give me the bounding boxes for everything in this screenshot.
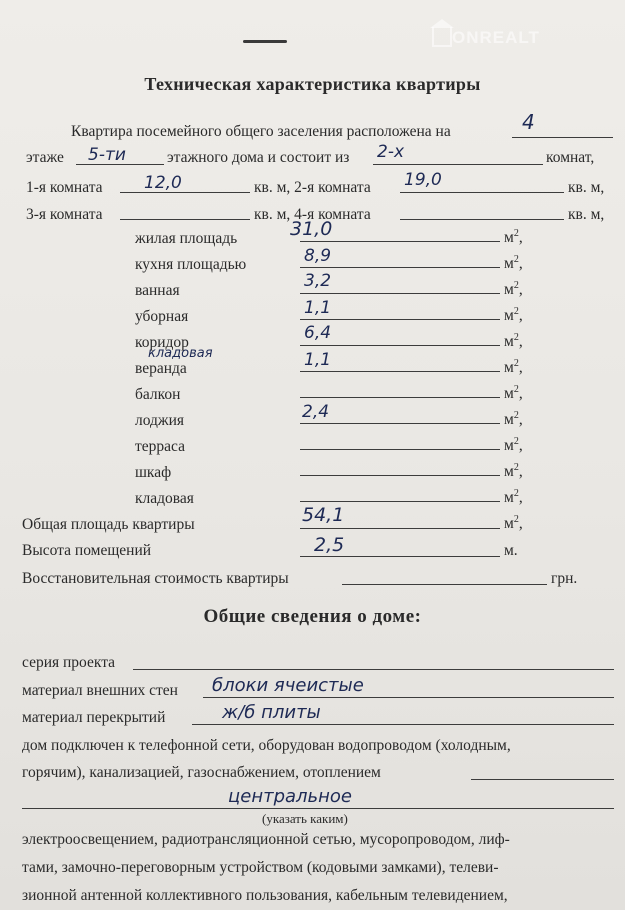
heating-value: центральное: [228, 786, 353, 807]
area-value: 8,9: [304, 246, 332, 266]
area-line: [300, 371, 500, 372]
floor-value: 4: [522, 110, 535, 134]
area-unit: $м^2$,: [504, 410, 523, 428]
floors-line: [192, 724, 614, 725]
walls-line: [203, 697, 614, 698]
area-value: 3,2: [304, 271, 332, 291]
area-unit: $м^2$,: [504, 358, 523, 376]
area-unit: $м^2$,: [504, 254, 523, 272]
area-line: [300, 319, 500, 320]
area-line: [300, 501, 500, 502]
rooms-value: 2-х: [377, 142, 405, 162]
watermark: ONREALT: [452, 28, 540, 47]
area-line: [300, 267, 500, 268]
utilities-text-2: горячим), канализацией, газоснабжением, отоплением: [22, 764, 381, 781]
room2-line: [400, 192, 564, 193]
area-line: [300, 293, 500, 294]
walls-label: материал внешних стен: [22, 682, 178, 699]
area-line: [300, 475, 500, 476]
total-area-label: Общая площадь квартиры: [22, 516, 195, 533]
floors-value: ж/б плиты: [222, 702, 321, 723]
height-unit: м.: [504, 542, 518, 559]
area-unit: $м^2$,: [504, 488, 523, 506]
utilities-text-1: дом подключен к телефонной сети, оборудован водопроводом (холодным,: [22, 737, 511, 754]
area-line: [300, 449, 500, 450]
room3-line: [120, 219, 250, 220]
area-value: 1,1: [304, 350, 332, 370]
floor-line: [512, 137, 613, 138]
total-area-value: 54,1: [302, 504, 345, 526]
area-value: 1,1: [304, 298, 332, 318]
total-area-line: [300, 528, 500, 529]
area-unit: $м^2$,: [504, 332, 523, 350]
intro-text: Квартира посемейного общего заселения расположена на: [71, 123, 451, 140]
area-unit: $м^2$,: [504, 306, 523, 324]
utilities-text-5: зионной антенной коллективного пользования, кабельным телевидением,: [22, 887, 508, 904]
height-line: [300, 556, 500, 557]
room4-line: [400, 219, 564, 220]
utilities-text-3: электроосвещением, радиотрансляционной сетью, мусоропроводом, лиф-: [22, 831, 510, 848]
walls-value: блоки ячеистые: [212, 675, 364, 696]
header-dash: [243, 40, 287, 43]
room4-label: кв. м, 4-я комната: [254, 206, 371, 223]
area-label: кухня площадью: [135, 256, 247, 273]
height-value: 2,5: [314, 534, 345, 556]
area-unit: $м^2$,: [504, 280, 523, 298]
heating-line-2: [22, 808, 614, 809]
storeys-value: 5-ти: [88, 145, 126, 165]
cost-unit: грн.: [551, 570, 578, 587]
area-line: [300, 241, 500, 242]
heating-line-1: [471, 779, 614, 780]
series-label: серия проекта: [22, 654, 116, 671]
area-label: кладовая: [135, 490, 194, 507]
area-label: терраса: [135, 438, 185, 455]
room1-line: [120, 192, 250, 193]
heating-hint: (указать каким): [262, 811, 348, 826]
area-label: жилая площадь: [135, 230, 238, 247]
cost-line: [342, 584, 547, 585]
room1-value: 12,0: [144, 173, 182, 193]
area-label: коридор: [135, 334, 189, 351]
area-unit: $м^2$,: [504, 436, 523, 454]
room1-label: 1-я комната: [26, 179, 103, 196]
room2-unit: кв. м,: [568, 179, 605, 196]
utilities-text-4: тами, замочно-переговорным устройством (кодовыми замками), телеви-: [22, 859, 499, 876]
document-title: Техническая характеристика квартиры: [144, 74, 481, 94]
area-label: лоджия: [135, 412, 185, 429]
area-label: балкон: [135, 386, 181, 403]
rooms-line: [373, 164, 543, 165]
height-label: Высота помещений: [22, 542, 152, 559]
series-line: [133, 669, 614, 670]
area-handwritten-note: кладовая: [148, 346, 213, 361]
room4-unit: кв. м,: [568, 206, 605, 223]
area-unit: $м^2$,: [504, 462, 523, 480]
storeys-text: этажного дома и состоит из: [167, 149, 350, 166]
area-label: шкаф: [135, 464, 172, 481]
room3-label: 3-я комната: [26, 206, 103, 223]
area-label: ванная: [135, 282, 180, 299]
room2-label: кв. м, 2-я комната: [254, 179, 371, 196]
area-value: 2,4: [302, 402, 330, 422]
cost-label: Восстановительная стоимость квартиры: [22, 570, 289, 587]
floor-label: этаже: [26, 149, 64, 166]
area-label: веранда: [135, 360, 187, 377]
area-line: [300, 345, 500, 346]
area-value: 6,4: [304, 323, 332, 343]
area-label: уборная: [135, 308, 189, 325]
area-unit: $м^2$,: [504, 384, 523, 402]
area-line: [300, 397, 500, 398]
house-watermark-icon: [432, 27, 452, 47]
area-value: 31,0: [290, 218, 333, 240]
area-unit: $м^2$,: [504, 228, 523, 246]
total-area-unit: $м^2$,: [504, 514, 523, 532]
section-title: Общие сведения о доме:: [203, 606, 422, 627]
area-line: [300, 423, 500, 424]
rooms-unit: комнат,: [546, 149, 595, 166]
room2-value: 19,0: [404, 170, 442, 190]
floors-label: материал перекрытий: [22, 709, 166, 726]
